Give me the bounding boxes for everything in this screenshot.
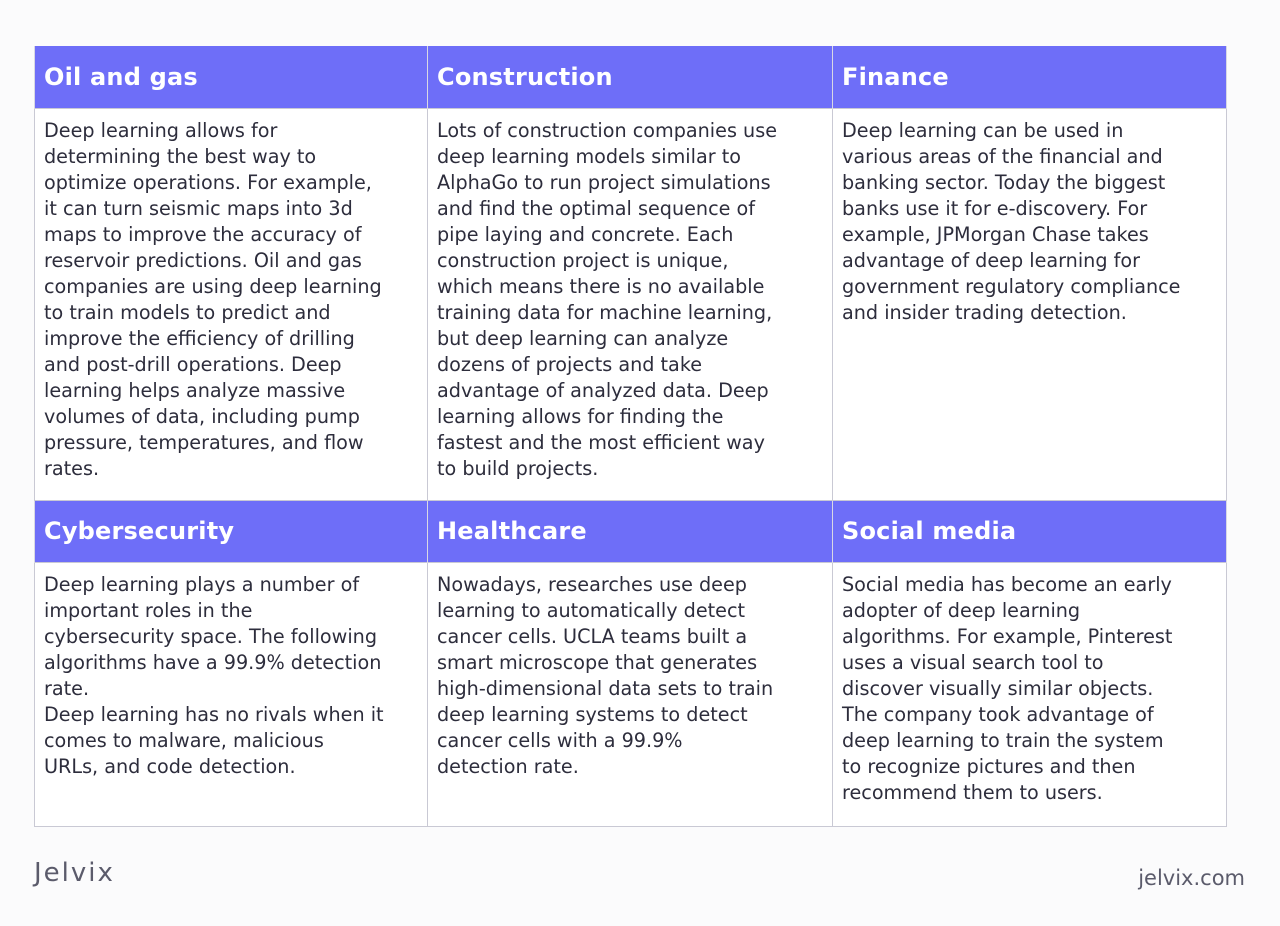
- industry-table-container: [34, 46, 1226, 827]
- header-row-1: [35, 46, 1227, 108]
- header-row-2: [35, 500, 1227, 562]
- cell-healthcare-text: Nowadays, researches use deep learning to automatically detect cancer cells. UCLA teams built a smart microscope that generates high-dimensional data sets to train deep learning systems to detect cancer cells with a 99.9% detection rate.: [437, 572, 774, 778]
- cell-oil-and-gas-text: Deep learning allows for determining the best way to optimize operations. For example, it can turn seismic maps into 3d maps to improve the accuracy of reservoir predictions. Oil and gas companies are using deep learning to train models to predict and improve the efficiency of drilling and post-drill operations. Deep learning helps analyze massive volumes of data, including pump pressure, temperatures, and flow rates.: [44, 118, 382, 480]
- cell-oil-and-gas: [35, 108, 428, 500]
- jelvix-logo: Jelvix: [34, 858, 115, 888]
- footer-url: jelvix.com: [1138, 866, 1245, 890]
- cell-cybersecurity: [35, 562, 428, 826]
- content-row-1: [35, 108, 1227, 500]
- cell-healthcare: [428, 562, 833, 826]
- header-construction: Construction: [428, 46, 833, 108]
- industry-use-cases-table: [34, 46, 1227, 827]
- cell-cybersecurity-text: Deep learning plays a number of important roles in the cybersecurity space. The following algorithms have a 99.9% detection rate. Deep learning has no rivals when it comes to malware, malicious URLs, and code detection.: [44, 572, 384, 778]
- cell-construction-text: Lots of construction companies use deep learning models similar to AlphaGo to run project simulations and find the optimal sequence of pipe laying and concrete. Each construction project is unique, which means there is no available training data for machine learning, but deep learning can analyze dozens of projects and take advantage of analyzed data. Deep learning allows for finding the fastest and the most efficient way to build projects.: [437, 118, 777, 480]
- header-healthcare: Healthcare: [428, 500, 833, 562]
- cell-finance-text: Deep learning can be used in various areas of the financial and banking sector. Today the biggest banks use it for e-discovery. For example, JPMorgan Chase takes advantage of deep learning for government regulatory compliance and insider trading detection.: [842, 118, 1181, 324]
- cell-social-media: [833, 562, 1227, 826]
- cell-finance: [833, 108, 1227, 500]
- header-finance: Finance: [833, 46, 1227, 108]
- header-oil-and-gas: Oil and gas: [35, 46, 428, 108]
- content-row-2: [35, 562, 1227, 826]
- header-cybersecurity: Cybersecurity: [35, 500, 428, 562]
- header-social-media: Social media: [833, 500, 1227, 562]
- cell-construction: [428, 108, 833, 500]
- cell-social-media-text: Social media has become an early adopter of deep learning algorithms. For example, Pinterest uses a visual search tool to discover visually similar objects. The company took advantage of deep learning to train the system to recognize pictures and then recommend them to users.: [842, 572, 1173, 804]
